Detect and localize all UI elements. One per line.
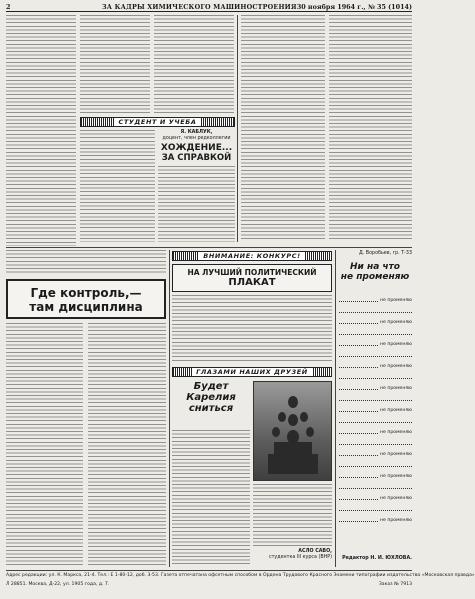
section-banner-students: СТУДЕНТ И УЧЕБА [80, 117, 235, 127]
poem-line [339, 391, 412, 402]
church-photo [253, 381, 332, 481]
signature-name: АСЛО САВО, [298, 549, 332, 554]
newspaper-header [6, 3, 412, 12]
church-icon [254, 382, 333, 482]
article-author: Я. КАБЛУК, [180, 130, 213, 135]
footer-address: Адрес редакции: ул. К. Маркса, 21-4. Тел.: Е 1-80-12, доб. 3-53. Газета отпечатана офсетным способом в Ордена Трудового Красного Знамени типографии издательства «Московская правда» [6, 573, 475, 578]
article-control-title-line1: Где контроль,— [30, 286, 142, 300]
poem-line: не променяю [339, 336, 412, 347]
poem-line: не променяю [339, 424, 412, 435]
poem-line [339, 435, 412, 446]
footer-print-info: Л 28851. Москва, Д-22, ул. 1905 года, д. 7. [6, 582, 110, 587]
article-kablug-heading [158, 130, 235, 164]
text-column-7 [158, 166, 235, 242]
article-title-line1: ХОЖДЕНИЕ... [160, 143, 233, 154]
text-column-3 [154, 15, 234, 115]
text-column-10 [172, 430, 250, 567]
poem-line: не променяю [339, 314, 412, 325]
poem-heading [338, 262, 412, 288]
poem-line [339, 501, 412, 512]
poem-line [339, 413, 412, 424]
poem-line: не променяю [339, 468, 412, 479]
karelia-title-line3: сниться [188, 403, 234, 414]
text-column-4 [241, 15, 325, 242]
karelia-signature [253, 549, 332, 561]
poem-line: не променяю [339, 446, 412, 457]
footer-order-number: Заказ № 7913 [378, 582, 412, 587]
article-title-line2: ЗА СПРАВКОЙ [161, 153, 232, 164]
poem-line [339, 347, 412, 358]
issue-date: 30 ноября 1964 г., № 35 (1014) [296, 3, 412, 11]
text-column-6 [80, 130, 155, 242]
poem-line [339, 303, 412, 314]
article-karelia-heading [172, 381, 250, 427]
section-banner-eyes: ГЛАЗАМИ НАШИХ ДРУЗЕЙ [172, 367, 332, 377]
article-control-title-line2: там дисциплина [29, 300, 143, 314]
poem-byline: Д. Воробьев, гр. Т-33 [359, 251, 412, 256]
signature-role: студентка III курса (ВНР) [268, 554, 332, 560]
poem-line: не променяю [339, 512, 412, 523]
poem-lines [339, 292, 412, 523]
footer-printing [6, 582, 412, 587]
karelia-title-line2: Карелия [186, 392, 236, 403]
poem-title-line1: Ни на что [350, 262, 400, 272]
poem-line: не променяю [339, 292, 412, 303]
poem-title-line2: не променяю [340, 272, 410, 282]
article-control-heading [6, 279, 166, 319]
text-column-1 [6, 15, 76, 246]
newspaper-title: ЗА КАДРЫ ХИМИЧЕСКОГО МАШИНОСТРОЕНИЯ [102, 3, 297, 11]
poem-line: не променяю [339, 380, 412, 391]
section-banner-contest: ВНИМАНИЕ: КОНКУРС! [172, 251, 332, 261]
poem-line: не променяю [339, 490, 412, 501]
text-column-9 [88, 323, 166, 566]
text-column-8 [6, 323, 83, 566]
article-author-role: доцент, член редколлегии [162, 135, 231, 141]
contest-text [172, 295, 332, 363]
contest-title-line1: НА ЛУЧШИЙ ПОЛИТИЧЕСКИЙ [187, 268, 317, 277]
poem-line: не променяю [339, 358, 412, 369]
contest-heading [172, 264, 332, 292]
contest-title-line2: ПЛАКАТ [228, 277, 276, 288]
editor-signature: Редактор Н. И. ЮХЛОВА. [342, 556, 412, 561]
text-column-11 [253, 484, 332, 546]
poem-line [339, 479, 412, 490]
poem-line: не променяю [339, 402, 412, 413]
text-column-5 [329, 15, 412, 242]
karelia-title-line1: Будет [193, 381, 229, 392]
poem-line [339, 325, 412, 336]
poem-line [339, 457, 412, 468]
poem-line [339, 369, 412, 380]
page-number: 2 [6, 3, 11, 11]
text-column-2 [80, 15, 150, 115]
announcement-text [6, 250, 166, 274]
